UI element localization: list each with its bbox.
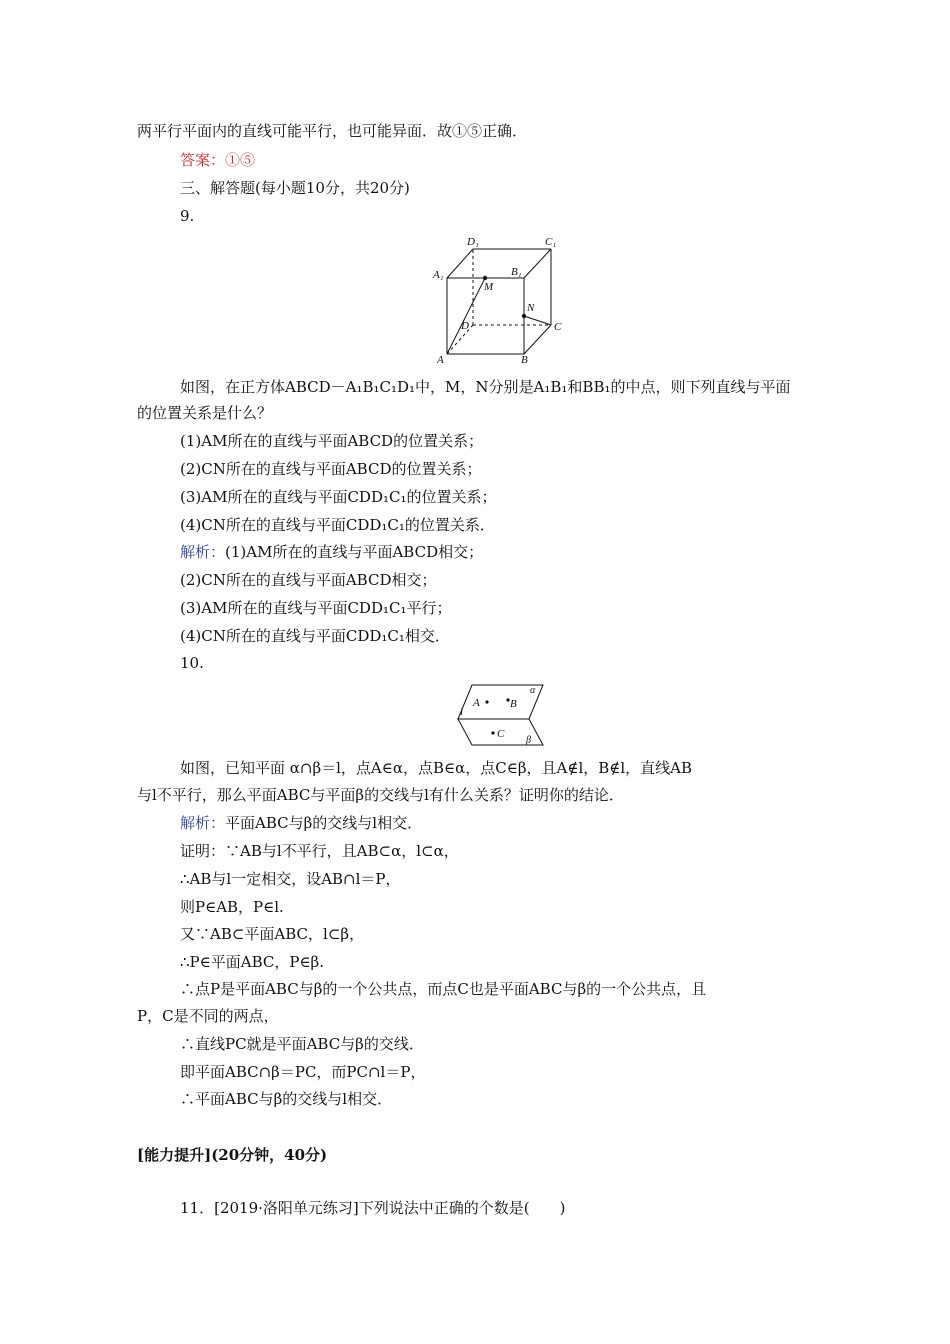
q9-item-4: (4)CN所在的直线与平面CDD₁C₁的位置关系．	[180, 516, 495, 534]
edge-bc	[524, 325, 551, 354]
label-l: l	[460, 706, 464, 718]
q10-proof-9: 即平面ABC∩β＝PC，而PC∩l＝P，	[180, 1063, 426, 1081]
label-m: M	[484, 281, 494, 293]
q10-proof-4: 又∵AB⊂平面ABC，l⊂β，	[180, 925, 365, 943]
label-plane-c: C	[497, 728, 505, 740]
label-plane-b: B	[510, 698, 517, 710]
planes-figure	[450, 682, 550, 748]
label-d: D	[461, 320, 469, 332]
label-alpha: α	[530, 685, 536, 696]
q10-proof-1: 证明：∵AB与l不平行，且AB⊂α，l⊂α，	[180, 842, 459, 860]
q9-analysis-4: (4)CN所在的直线与平面CDD₁C₁相交．	[180, 627, 450, 645]
answer-label: 答案：	[180, 151, 226, 169]
q10-proof-8: ∴直线PC就是平面ABC与β的交线．	[180, 1035, 424, 1053]
q11-stem: 11．[2019·洛阳单元练习]下列说法中正确的个数是( )	[180, 1199, 566, 1217]
ability-heading: [能力提升](20分钟，40分)	[137, 1146, 328, 1164]
q10-stem-line1: 如图，已知平面 α∩β＝l，点A∈α，点B∈α，点C∈β，且A∉l，B∉l，直线AB	[180, 759, 693, 777]
point-a	[485, 700, 488, 703]
point-c	[491, 731, 494, 734]
q9-item-3: (3)AM所在的直线与平面CDD₁C₁的位置关系；	[180, 488, 497, 506]
q10-proof-3: 则P∈AB，P∈l.	[180, 898, 284, 916]
q9-analysis-label: 解析：	[180, 543, 226, 561]
cube-figure	[425, 232, 575, 368]
point-m	[483, 276, 487, 280]
q10-analysis-text: 平面ABC与β的交线与l相交．	[225, 814, 423, 832]
intro-text: 两平行平面内的直线可能平行，也可能异面．故①⑤正确．	[137, 122, 528, 140]
label-a1: A₁	[433, 269, 444, 281]
segment-nc	[524, 316, 551, 325]
answer-value: ①⑤	[225, 151, 256, 169]
q10-proof-6: ∴点P是平面ABC与β的一个公共点，而点C也是平面ABC与β的一个公共点，且	[180, 980, 707, 998]
label-c: C	[554, 321, 562, 333]
label-a: A	[437, 354, 444, 366]
section-heading: 三、解答题(每小题10分，共20分)	[180, 179, 410, 197]
q10-proof-7: P，C是不同的两点，	[137, 1007, 279, 1025]
q10-proof-10: ∴平面ABC与β的交线与l相交．	[180, 1090, 393, 1108]
q10-stem-line2: 与l不平行，那么平面ABC与平面β的交线与l有什么关系？证明你的结论．	[137, 786, 624, 804]
label-d1: D₁	[467, 236, 479, 248]
segment-am	[447, 278, 485, 354]
q9-analysis-1-text: (1)AM所在的直线与平面ABCD相交；	[225, 543, 484, 561]
label-beta: β	[526, 735, 531, 746]
q9-item-1: (1)AM所在的直线与平面ABCD的位置关系；	[180, 432, 484, 450]
q10-number: 10.	[180, 654, 204, 672]
q9-analysis-1	[180, 542, 483, 562]
label-c1: C₁	[545, 236, 557, 248]
point-n	[522, 314, 526, 318]
label-b1: B₁	[511, 266, 522, 278]
edge-b1c1	[524, 249, 551, 278]
q10-proof-5: ∴P∈平面ABC，P∈β.	[180, 953, 324, 971]
q9-stem-line1: 如图，在正方体ABCD－A₁B₁C₁D₁中，M，N分别是A₁B₁和BB₁的中点，则下列直线与平面	[180, 378, 791, 396]
answer-line	[180, 150, 255, 170]
label-n: N	[527, 302, 535, 314]
q9-number: 9.	[180, 207, 195, 225]
q9-stem-line2: 的位置关系是什么？	[137, 404, 273, 422]
q9-item-2: (2)CN所在的直线与平面ABCD的位置关系；	[180, 460, 482, 478]
label-plane-a: A	[473, 697, 480, 709]
q10-proof-2: ∴AB与l一定相交，设AB∩l＝P，	[180, 870, 401, 888]
q10-analysis	[180, 813, 422, 833]
label-b: B	[521, 354, 528, 366]
q10-analysis-label: 解析：	[180, 814, 226, 832]
edge-ad	[447, 325, 473, 354]
q9-analysis-3: (3)AM所在的直线与平面CDD₁C₁平行；	[180, 599, 452, 617]
edge-a1d1	[447, 249, 473, 278]
q9-analysis-2: (2)CN所在的直线与平面ABCD相交；	[180, 571, 437, 589]
